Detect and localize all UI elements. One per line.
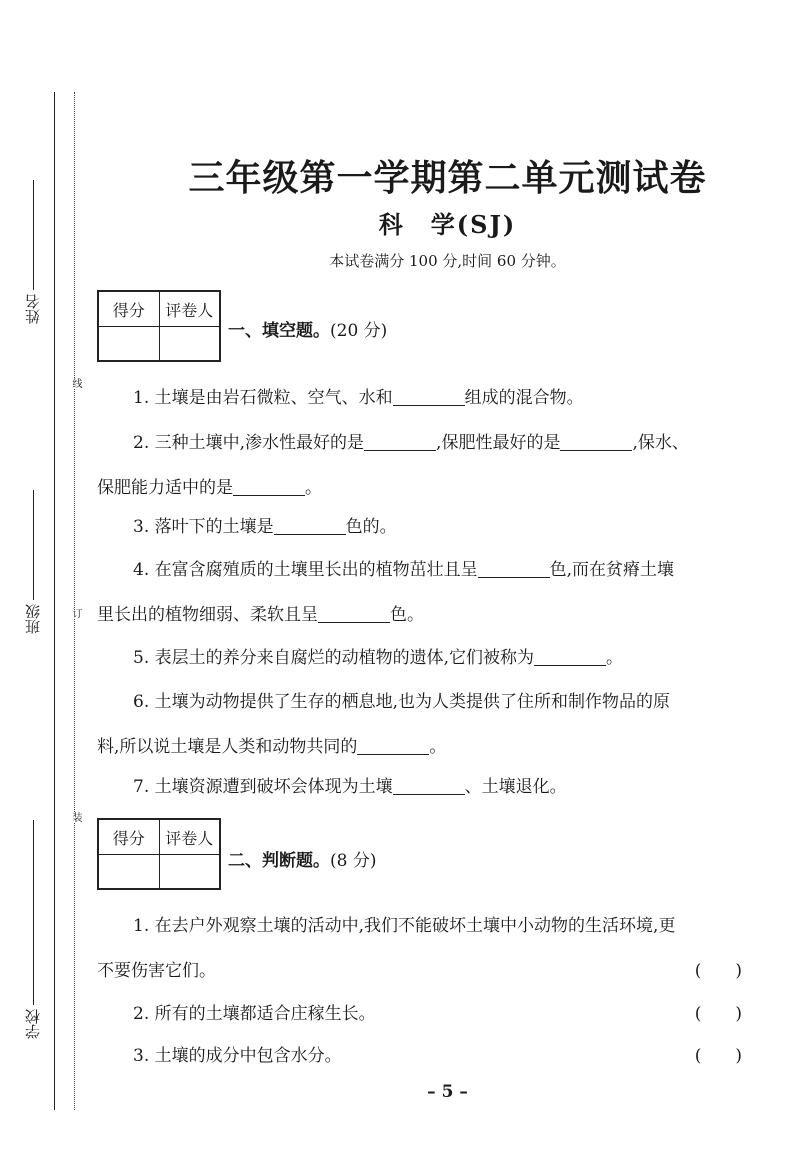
answer-blank[interactable] <box>318 604 390 623</box>
page-subtitle: 科 学(SJ) <box>378 210 517 239</box>
section-points: (20 分) <box>330 321 388 341</box>
score-label: 得分 <box>99 292 160 327</box>
question-1-3: 3. 落叶下的土壤是 色的。 <box>133 517 397 537</box>
answer-blank[interactable] <box>560 432 632 451</box>
answer-blank[interactable] <box>364 432 436 451</box>
answer-blank[interactable] <box>534 647 606 666</box>
question-1-2: 2. 三种土壤中,渗水性最好的是 ,保肥性最好的是 ,保水、 保肥能力适中的是 。 <box>97 433 689 498</box>
answer-blank[interactable] <box>393 776 465 795</box>
name-label: 姓名 <box>23 294 42 324</box>
question-2-3: 3. 土壤的成分中包含水分。 ( ) <box>97 1034 742 1079</box>
question-1-1: 1. 土壤是由岩石微粒、空气、水和 组成的混合物。 <box>133 388 584 408</box>
section-title: 二、判断题。 <box>228 851 330 871</box>
school-write-line[interactable] <box>33 820 34 1005</box>
score-entry-cell[interactable] <box>99 855 160 889</box>
score-entry-cell[interactable] <box>99 327 160 361</box>
school-field[interactable] <box>20 820 46 1039</box>
score-box-section-2 <box>97 818 221 890</box>
class-label: 班级 <box>23 604 42 634</box>
section-heading-true-false <box>228 846 376 871</box>
answer-blank[interactable] <box>357 736 429 755</box>
question-2-1: 1. 在去户外观察土壤的活动中,我们不能破坏土壤中小动物的生活环境,更 不要伤害它们。 ( ) <box>97 904 742 994</box>
question-2-2: 2. 所有的土壤都适合庄稼生长。 ( ) <box>97 992 742 1037</box>
question-1-4: 4. 在富含腐殖质的土壤里长出的植物茁壮且呈 色,而在贫瘠土壤 里长出的植物细弱、柔软且呈 色。 <box>97 560 675 625</box>
grader-entry-cell[interactable] <box>159 855 220 889</box>
name-field[interactable] <box>20 180 46 324</box>
name-write-line[interactable] <box>33 180 34 290</box>
school-label: 学校 <box>23 1009 42 1039</box>
answer-parentheses[interactable]: ( ) <box>694 1046 742 1066</box>
cut-mark-ding: 订 <box>70 608 81 618</box>
answer-blank[interactable] <box>233 477 305 496</box>
cut-mark-xian: 线 <box>70 378 81 388</box>
answer-parentheses[interactable]: ( ) <box>694 1004 742 1024</box>
answer-blank[interactable] <box>274 516 346 535</box>
page-title: 三年级第一学期第二单元测试卷 <box>188 157 707 199</box>
score-box-section-1 <box>97 290 221 362</box>
page-number: – 5 – <box>427 1082 468 1102</box>
binding-cut-line <box>74 92 75 1110</box>
score-label: 得分 <box>99 820 160 855</box>
answer-blank[interactable] <box>393 387 465 406</box>
answer-blank[interactable] <box>478 559 550 578</box>
section-title: 一、填空题。 <box>228 321 330 341</box>
binding-solid-rule <box>54 92 55 1110</box>
grader-label: 评卷人 <box>159 292 220 327</box>
question-1-6: 6. 土壤为动物提供了生存的栖息地,也为人类提供了住所和制作物品的原 料,所以说土壤是人类和动物共同的 。 <box>97 692 671 757</box>
question-1-5: 5. 表层土的养分来自腐烂的动植物的遗体,它们被称为 。 <box>133 648 624 668</box>
answer-parentheses[interactable]: ( ) <box>694 961 742 981</box>
class-field[interactable] <box>20 490 46 634</box>
question-1-7: 7. 土壤资源遭到破坏会体现为土壤 、土壤退化。 <box>133 777 567 797</box>
cut-mark-zhuang: 装 <box>70 812 81 822</box>
class-write-line[interactable] <box>33 490 34 600</box>
section-heading-fill-in <box>228 316 387 341</box>
section-points: (8 分) <box>330 851 377 871</box>
grader-label: 评卷人 <box>159 820 220 855</box>
grader-entry-cell[interactable] <box>159 327 220 361</box>
exam-meta: 本试卷满分 100 分,时间 60 分钟。 <box>329 252 566 270</box>
